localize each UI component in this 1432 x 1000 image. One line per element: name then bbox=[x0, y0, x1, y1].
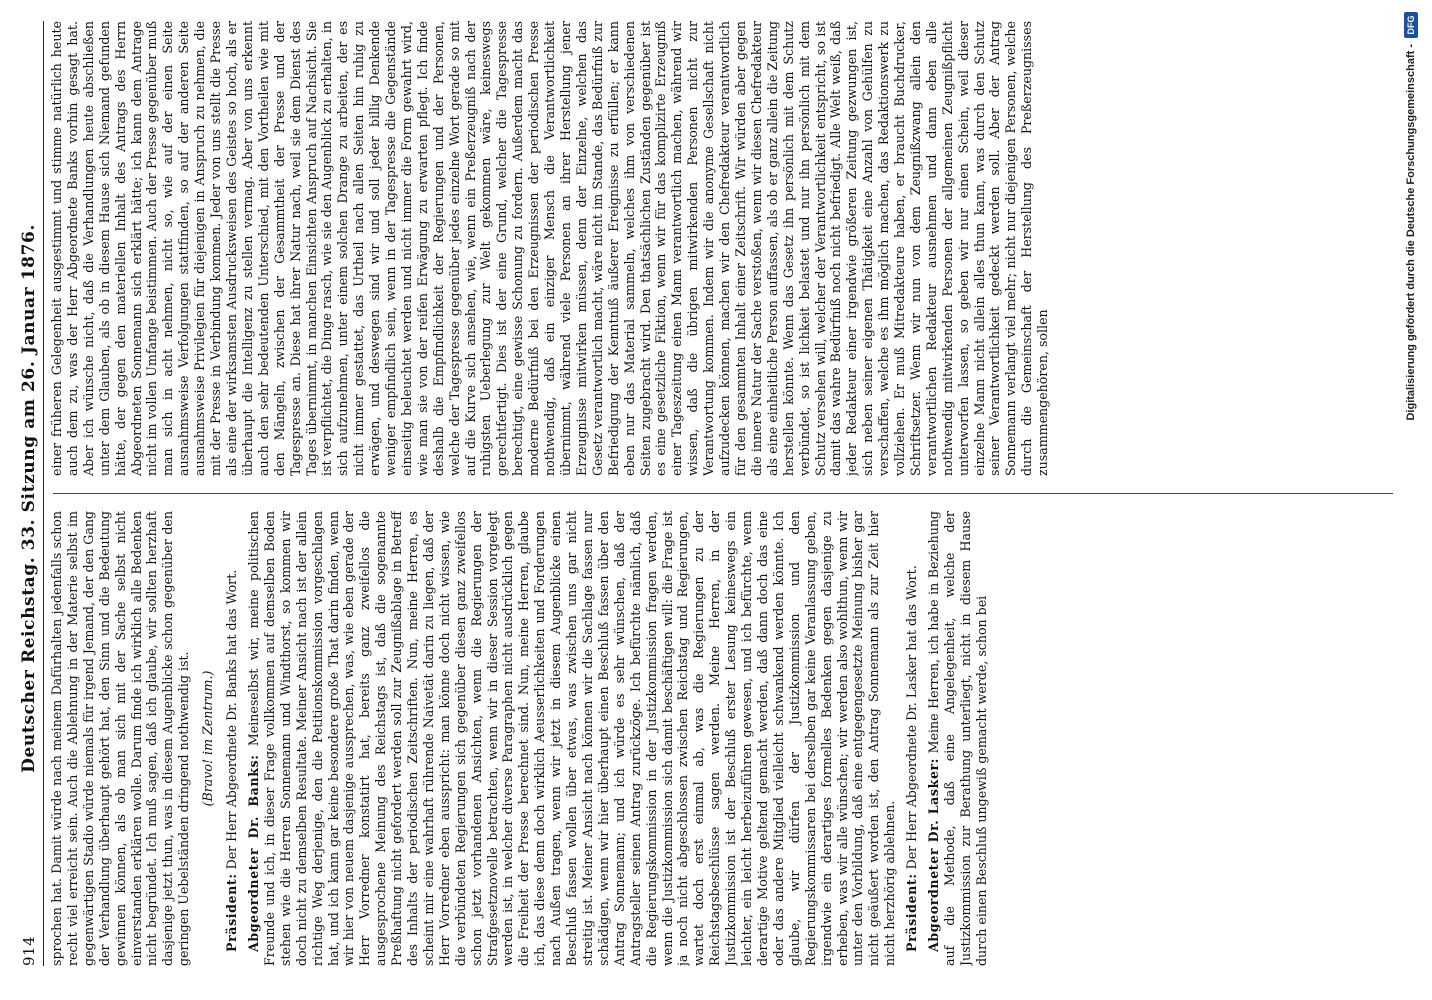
page-header bbox=[15, 21, 44, 966]
paragraph bbox=[224, 511, 240, 966]
left-column bbox=[49, 511, 1399, 966]
funding-text: Digitalisierung gefördert durch die Deutsche Forschungsgemeinschaft - bbox=[1405, 44, 1417, 421]
paragraph bbox=[246, 511, 898, 966]
speaker-label: Abgeordneter Dr. Lasker: bbox=[926, 757, 942, 952]
running-head: Deutscher Reichstag. 33. Sitzung am 26. Januar 1876. bbox=[19, 224, 39, 773]
speaker-label: Präsident: bbox=[904, 873, 920, 952]
dfg-logo: DFG bbox=[1404, 12, 1418, 38]
speech-text: Der Herr Abgeordnete Dr. Banks hat das Wort. bbox=[224, 569, 240, 870]
speech-text: Der Herr Abgeordnete Dr. Lasker hat das Wort. bbox=[904, 565, 920, 870]
right-column bbox=[49, 21, 1399, 476]
scanned-page bbox=[15, 21, 1405, 966]
paragraph bbox=[904, 511, 920, 966]
column-divider bbox=[53, 493, 1393, 494]
speech-text: Meine Herren, ich habe in Beziehung auf die Methode, daß eine Angelegenheit, welche der Justizkommission zur Berathung unterliegt, nicht in diesem Hause durch einen Beschluß ungewiß gemacht werde, schon bei bbox=[926, 511, 989, 966]
paragraph: einer früheren Gelegenheit ausgestimmt und stimme natürlich heute auch dem zu, was der Herr Abgeordnete Banks vorhin gesagt hat. Aber ich wünsche nicht, daß die Verhandlungen heute abschließen unter dem Glauben, als ob in diesem Hause sich Niemand gefunden hätte, der gegen den materiellen Inhalt des Antrags des Herrn Abgeordneten Sonnemann sich erklärt hätte; ich kann dem Antrage nicht im vollen Umfange beistimmen. Auch der Presse gegenüber muß man sich in acht nehmen, nicht so, wie auf der einen Seite ausnahmsweise Verfolgungen stattfinden, so auf der anderen Seite ausnahmsweise Privilegien für diejenigen in Anspruch zu nehmen, die mit der Presse in Verbindung kommen. Jeder von uns stellt die Presse als eine der wirksamsten Ausdrucksweisen des Geistes so hoch, als er überhaupt die Intelligenz zu stellen vermag. Aber von uns erkennt auch den sehr bedeutenden Unterschied, mit den Vortheilen wie mit den Mängeln, zwischen der Gesammtheit der Presse und der Tagespresse an. Diese hat ihrer Natur nach, weil sie dem Dienst des Tages übernimmt, in manchen Einsichten Anspruch auf Nachsicht. Sie ist verpflichtet, die Dinge rasch, wie sie den Augenblick zu erhalten, in sich aufzunehmen, unter einem solchen Drange zu arbeiten, der es nicht immer gestattet, das Urtheil nach allen Seiten hin ruhig zu erwägen, und deswegen sind wir und soll jeder billig Denkende weniger empfindlich sein, wenn in der Tagespresse die Gegenstände einseitig beleuchtet werden und nicht immer die Form gewahrt wird, wie man sie von der reifen Erwägung zu erwarten pflegt. Ich finde deshalb die Empfindlichkeit der Regierungen und der Personen, welche der Tagespresse gegenüber jedes einzelne Wort gerade so mit auf die Kurve sich ansehen, wie, wenn ein Preßerzeugniß nach der ruhigsten Ueberlegung zur Welt gekommen wäre, keineswegs gerechtfertigt. Dies ist der eine Grund, welcher die Tagespresse berechtigt, eine gewisse Schonung zu fordern. Außerdem macht das moderne Bedürfniß bei den Erzeugnissen der periodischen Presse nothwendig, daß ein einziger Mensch die Verantwortlichkeit übernimmt, während viele Personen an ihrer Herstellung jener Erzeugnisse mitwirken müssen, denn der Einzelne, welchen das Gesetz verantwortlich macht, wäre nicht im Stande, das Bedürfniß zur Befriedigung der Kenntniß äußerer Ereignisse zu erfüllen; er kann eben nur das Material sammeln, welches ihm von verschiedenen Seiten zugebracht wird. Den thatsächlichen Zuständen gegenüber ist es eine gesetzliche Fiktion, wenn wir für das komplizirte Erzeugniß einer Tageszeitung einen Mann verantwortlich machen, während wir wissen, daß die übrigen mitwirkenden Personen nicht zur Verantwortung kommen. Indem wir die anonyme Gesellschaft nicht aufzudecken können, machen wir den Chefredakteur verantwortlich für den gesammten Inhalt einer Zeitschrift. Wir würden aber gegen die innere Natur der Sache verstoßen, wenn wir diesen Chefredakteur als eine einheitliche Person auffassen, als ob er ganz allein die Zeitung herstellen könnte. Wenn das Gesetz ihn persönlich mit dem Schutz verbündet, so ist lichkeit belastet und nur ihn persönlich mit dem Schutz versehen will, welcher der Verantwortlichkeit entspricht, so ist damit das wahre Bedürfniß noch nicht befriedigt. Alle Welt weiß, daß jeder Redakteur einer irgendwie größeren Zeitung gezwungen ist, sich neben seiner eigenen Thätigkeit eine Anzahl von Gehülfen zu verschaffen, welche es ihm möglich machen, das Redaktionswerk zu vollziehen. Er muß Mitredakteure haben, er braucht Buchdrucker, Schriftsetzer. Wenn wir nun von dem Zeugnißzwang allein den verantwortlichen Redakteur ausnehmen und dann eben alle nothwendig mitwirkenden Personen der allgemeinen Zeugnißpflicht unterworfen lassen, so geben wir nur einen Schein, weil dieser einzelne Mann nicht allein alles thun kann, was durch den Schutz seiner Verantwortlichkeit gedeckt werden soll. Aber der Antrag Sonnemann verlangt viel mehr; nicht nur diejenigen Personen, welche durch die Gemeinschaft der Herstellung des Preßerzeugnisses zusammengehören, sollen bbox=[49, 21, 1051, 476]
speech-text: Meineselbst wir, meine politischen Freunde und ich, in dieser Frage vollkommen auf demselben Boden stehen wie die Herren Sonnemann und Windthorst, so kommen wir doch nicht zu demselben Resultate. Meiner Ansicht nach ist der allein richtige Weg derjenige, den die Petitionskommission vorgeschlagen hat, und ich kann gar keine besondere große That darin finden, wenn wir hier von neuem dasjenige aussprechen, was, wie eben gerade der Herr Vorredner konstatirt hat, bereits ganz zweifellos die ausgesprochene Meinung des Reichstags ist, daß die sogenannte Preßhaftung nicht gefordert werden soll zur Zeugnißablage in Betreff des Inhalts der periodischen Zeitschriften. Nun, meine Herren, es scheint mir eine wahrhaft rührende Naivetät darin zu liegen, daß der Herr Vorredner eben ausspricht: man könne doch nicht wissen, wie die verbündeten Regierungen sich gegenüber diesen ganz zweifellos schon jetzt vorhandenen Ansichten, wenn die Regierungen der Strafgesetznovelle betrachten, wenn wir in dieser Session vorgelegt werden ist, in welcher diverse Paragraphen nicht ausdrücklich gegen die Freiheit der Presse berechnet sind. Nun, meine Herren, glaube ich, das diese denn doch wirklich Aeusserlichkeiten und Forderungen nach Außen tragen, wenn wir jetzt in diesem Augenblicke einen Beschluß fassen wollen über etwas, was zwischen uns gar nicht streitig ist. Meiner Ansicht nach können wir die Sachlage fassen nur schädigen, wenn wir hier überhaupt einen Beschluß fassen über den Antrag Sonnemann; und ich würde es sehr wünschen, daß der Antragsteller seinen Antrag zurückzöge. Ich befürchte nämlich, daß die Regierungskommission in der Justizkommission fragen werden, wenn die Justizkommission sich damit beschäftigen will: die Frage ist ja noch nicht abgeschlossen zwischen Reichstag und Regierungen, wartet doch erst einmal ab, was die Regierungen zu der Reichstagsbeschlüsse sagen werden. Meine Herren, in der Justizkommission ist der Beschluß erster Lesung keineswegs ein leichter, ein leicht herbeizuführen gewesen, und ich befürchte, wenn derartige Motive geltend gemacht werden, daß dann doch das eine oder das andere Mitglied vielleicht schwankend werden könnte. Ich glaube, wir dürfen der Justizkommission und den Regierungskommissaren bei derselben gar keine Veranlassung geben, irgendwie ein derartiges formelles Bedenken gegen dasjenige zu erheben, was wir alle wünschen; wir werden also wohlthun, wenn wir unter den Vorbildung, daß eine entgegengesetzte Meinung bisher gar nicht geäußert worden ist, den Antrag Sonnemann als zur Zeit hier nicht herzhörig ablehnen. bbox=[245, 511, 898, 966]
funding-notice bbox=[1402, 12, 1420, 992]
text-columns bbox=[49, 21, 1399, 966]
paragraph: sprochen hat. Damit würde nach meinem Dafürhalten jedenfalls schon recht viel erreicht sein. Auch die Ablehnung in der Materie selbst im gegenwärtigen Stadio würde niemals für irgend Jemand, der den Gang der Verhandlung überhaupt gehört hat, den Sinn und die Bedeutung gewinnen können, als ob man sich mit der Sache selbst nicht einverstanden erklären wolle. Darum finde ich wirklich alle Bedenken nicht begründet. Ich muß sagen, daß ich glaube, wir sollten herzhaft dasjenige jetzt thun, was in diesem Augenblicke schon gegenüber den geringen Uebelständen dringend nothwendig ist. bbox=[49, 511, 192, 966]
page-number: 914 bbox=[20, 935, 38, 966]
paragraph bbox=[926, 511, 990, 966]
speaker-label: Präsident: bbox=[224, 873, 240, 952]
stage-direction: (Bravo! im Zentrum.) bbox=[200, 670, 216, 807]
speaker-label: Abgeordneter Dr. Banks: bbox=[245, 754, 261, 952]
